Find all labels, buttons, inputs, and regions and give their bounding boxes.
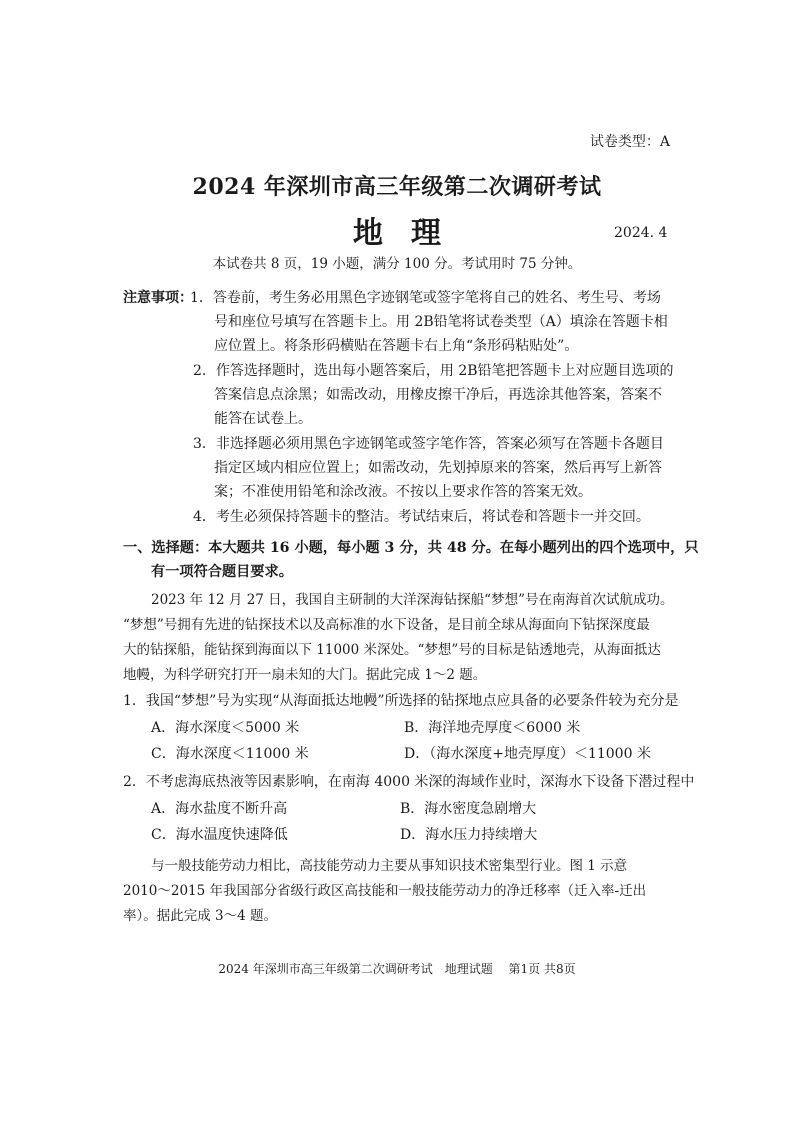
question-2-option-b: B．海水密度急剧增大 xyxy=(400,801,537,817)
exam-title: 2024 年深圳市高三年级第二次调研考试 xyxy=(192,174,602,200)
passage-2-line-3: 率）。据此完成 3～4 题。 xyxy=(123,908,278,924)
passage-1-line-3: 大的钻探船，能钻探到海面以下 11000 米深处。“梦想”号的目标是钻透地壳，从海面抵达 xyxy=(123,642,661,658)
passage-2-line-1: 与一般技能劳动力相比，高技能劳动力主要从事知识技术密集型行业。图 1 示意 xyxy=(151,858,628,874)
passage-1-line-4: 地幔，为科学研究打开一扇未知的大门。据此完成 1～2 题。 xyxy=(123,667,487,683)
question-2-stem: 2．不考虑海底热液等因素影响，在南海 4000 米深的海域作业时，深海水下设备下潜过程中 xyxy=(123,774,695,790)
exam-date: 2024. 4 xyxy=(614,225,668,241)
note-3-line-2: 指定区域内相应位置上；如需改动，先划掉原来的答案，然后再写上新答 xyxy=(214,460,662,476)
note-3-line-1: 3．非选择题必须用黑色字迹钢笔或签字笔作答，答案必须写在答题卡各题目 xyxy=(193,436,664,452)
note-3-line-3: 案；不准使用铅笔和涂改液。不按以上要求作答的答案无效。 xyxy=(214,484,592,500)
question-2-option-c: C．海水温度快速降低 xyxy=(151,827,288,843)
passage-2-line-2: 2010～2015 年我国部分省级行政区高技能和一般技能劳动力的净迁移率（迁入率-迁出 xyxy=(123,883,647,899)
question-1-stem: 1．我国“梦想”号为实现“从海面抵达地幔”所选择的钻探地点应具备的必要条件较为充分是 xyxy=(123,693,679,709)
page-footer: 2024 年深圳市高三年级第二次调研考试 地理试题 第1页 共8页 xyxy=(218,962,576,976)
subject-title: 地理 xyxy=(353,216,469,251)
passage-1-line-2: “梦想”号拥有先进的钻探技术以及高标准的水下设备，是目前全球从海面向下钻探深度最 xyxy=(123,617,650,633)
question-1-option-d: D．（海水深度+地壳厚度）＜11000 米 xyxy=(404,746,651,762)
note-2-line-3: 能答在试卷上。 xyxy=(214,411,312,427)
note-1-line-3: 应位置上。将条形码横贴在答题卡右上角“条形码粘贴处”。 xyxy=(214,338,579,354)
question-1-option-b: B．海洋地壳厚度＜6000 米 xyxy=(404,720,581,736)
section-1-line-2: 有一项符合题目要求。 xyxy=(151,564,293,580)
question-1-option-a: A．海水深度＜5000 米 xyxy=(151,720,300,736)
note-1-line-1: 1．答卷前，考生务必用黑色字迹钢笔或签字笔将自己的姓名、考生号、考场 xyxy=(190,290,661,306)
question-2-option-d: D．海水压力持续增大 xyxy=(400,827,538,843)
question-1-option-c: C．海水深度＜11000 米 xyxy=(151,746,309,762)
section-1-line-1: 一、选择题：本大题共 16 小题，每小题 3 分，共 48 分。在每小题列出的四个选项中，只 xyxy=(123,540,699,556)
note-2-line-2: 答案信息点涂黑；如需改动，用橡皮擦干净后，再选涂其他答案，答案不 xyxy=(214,387,662,403)
notes-label: 注意事项： xyxy=(123,290,193,306)
paper-type: 试卷类型：A xyxy=(589,134,670,150)
question-2-option-a: A．海水盐度不断升高 xyxy=(151,801,288,817)
note-1-line-2: 号和座位号填写在答题卡上。用 2B铅笔将试卷类型（A）填涂在答题卡相 xyxy=(214,314,668,330)
note-2-line-1: 2．作答选择题时，选出每小题答案后，用 2B铅笔把答题卡上对应题目选项的 xyxy=(193,363,674,379)
note-4-line-1: 4．考生必须保持答题卡的整洁。考试结束后，将试卷和答题卡一并交回。 xyxy=(193,509,650,525)
passage-1-line-1: 2023 年 12 月 27 日，我国自主研制的大洋深海钻探船“梦想”号在南海首次试航成功。 xyxy=(151,592,674,608)
exam-intro: 本试卷共 8 页，19 小题，满分 100 分。考试用时 75 分钟。 xyxy=(212,256,582,272)
